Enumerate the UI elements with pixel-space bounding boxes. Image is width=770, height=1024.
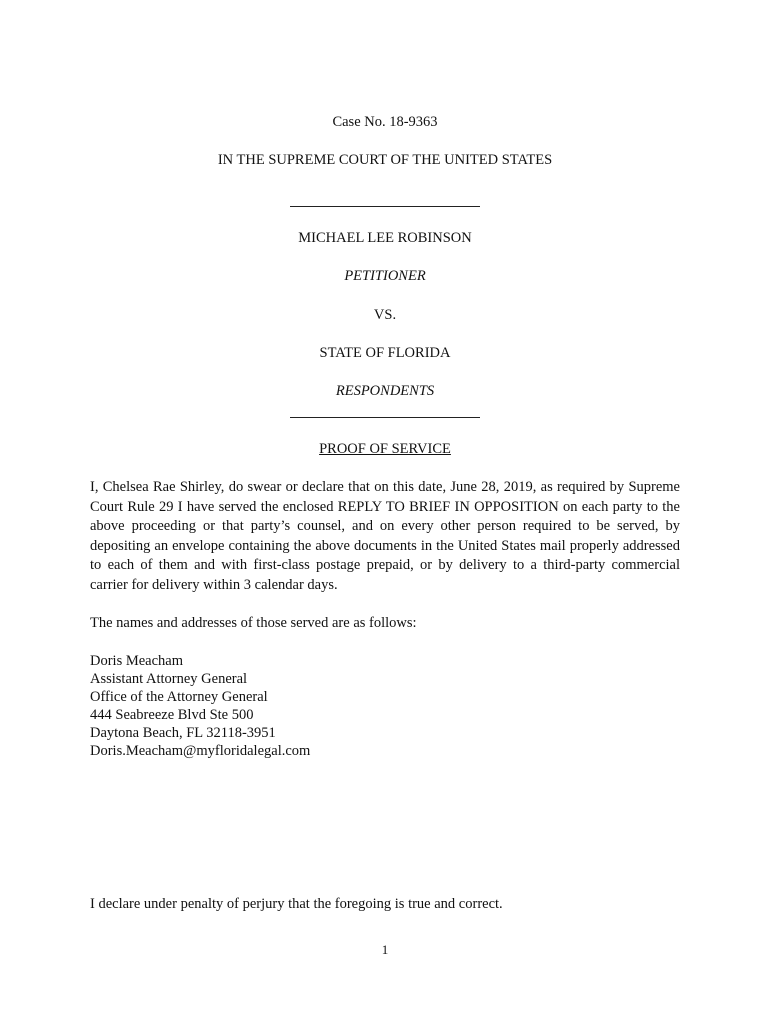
document-title: PROOF OF SERVICE [319, 441, 451, 457]
served-name: Doris Meacham [90, 653, 184, 669]
served-email: Doris.Meacham@myfloridalegal.com [90, 743, 311, 759]
served-street: 444 Seabreeze Blvd Ste 500 [90, 707, 254, 723]
declaration-paragraph: I, Chelsea Rae Shirley, do swear or declare that on this date, June 28, 2019, as required by Supreme Court Rule 29 I have served the enclosed REPLY TO BRIEF IN OPPOSITION on each party to the above proceeding or that party’s counsel, and on every other person required to be served, by depositing an envelope containing the above documents in the United States mail properly addressed to each of them and with first-class postage prepaid, or by delivery to a third-party commercial carrier for delivery within 3 calendar days. [90, 479, 680, 593]
served-city: Daytona Beach, FL 32118-3951 [90, 725, 276, 741]
page-number: 1 [381, 942, 389, 957]
court-heading: IN THE SUPREME COURT OF THE UNITED STATES [217, 152, 553, 168]
petitioner-label: PETITIONER [344, 268, 426, 284]
served-address-block [90, 652, 680, 760]
divider-top [290, 206, 480, 207]
served-intro: The names and addresses of those served are as follows: [90, 615, 417, 631]
versus-text: VS. [373, 307, 397, 323]
served-title: Assistant Attorney General [90, 671, 248, 687]
served-office: Office of the Attorney General [90, 689, 268, 705]
divider-bottom [290, 417, 480, 418]
petitioner-name: MICHAEL LEE ROBINSON [298, 230, 472, 246]
case-number: Case No. 18-9363 [332, 114, 438, 130]
perjury-statement: I declare under penalty of perjury that the foregoing is true and correct. [90, 896, 503, 912]
respondent-name: STATE OF FLORIDA [319, 345, 451, 361]
respondent-label: RESPONDENTS [335, 383, 435, 399]
